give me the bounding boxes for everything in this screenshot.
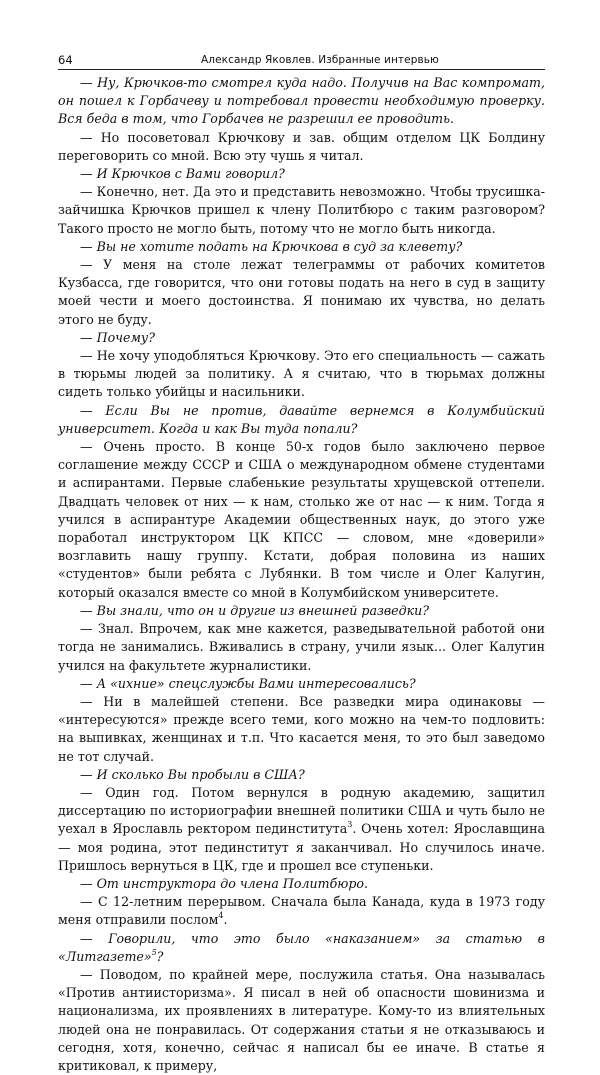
question-paragraph: — Почему? xyxy=(80,329,155,345)
answer-paragraph: — Не хочу уподобляться Крючкову. Это его специальность — сажать в тюрьмы людей за политику. А я считаю, что в тюрьмах должны сидеть только убийцы и насильники. xyxy=(58,348,545,400)
answer-paragraph: — Знал. Впрочем, как мне кажется, разведывательной работой они тогда не занимались. Вживались в страну, учили язык... Олег Калугин учился на факультете журналистики. xyxy=(58,621,545,673)
question-paragraph: — Говорили, что это было «наказанием» за статью в «Литгазете»$^5$? xyxy=(58,930,545,964)
answer-paragraph: — Но посоветовал Крючкову и зав. общим отделом ЦК Болдину переговорить со мной. Всю эту чушь я читал. xyxy=(58,129,545,163)
question-paragraph: — Вы не хотите подать на Крючкова в суд за клевету? xyxy=(80,238,463,254)
question-paragraph: — Ну, Крючков-то смотрел куда надо. Получив на Вас компромат, он пошел к Горбачеву и потребовал провести необходимую проверку. Вся беда в том, что Горбачев не разрешил ее проводить. xyxy=(58,75,545,127)
footnote-ref: 5 xyxy=(151,947,157,957)
answer-paragraph: — Поводом, по крайней мере, послужила статья. Она называлась «Против антиисторизма». Я писал в ней об опасности шовинизма и национализма, их проявлениях в литературе. Кому-то из влиятельных людей она не понравилась. От содержания статьи я не отказываюсь и сегодня, хотя, конечно, сейчас я написал бы ее иначе. В статье я критиковал, к примеру, xyxy=(58,966,545,1073)
question-paragraph: — Вы знали, что он и другие из внешней разведки? xyxy=(80,602,429,618)
interview-text xyxy=(58,74,545,1075)
footnote-ref: 4 xyxy=(218,911,224,921)
answer-paragraph: — С 12-летним перерывом. Сначала была Канада, куда в 1973 году меня отправили послом$^4$. xyxy=(58,894,545,928)
answer-paragraph: — У меня на столе лежат телеграммы от рабочих комитетов Кузбасса, где говорится, что они готовы подать на него в суд в защиту моей чести и моего достоинства. Я понимаю их чувства, но делать этого не буду. xyxy=(58,257,545,327)
question-paragraph: — От инструктора до члена Политбюро. xyxy=(80,875,368,891)
answer-paragraph: — Один год. Потом вернулся в родную академию, защитил диссертацию по историографии внешней политики США и чуть было не уехал в Ярославль ректором пединститута$^3$. Очень хотел: Ярославщина — моя родина, этот пединститут я заканчивал. Но случилось иначе. Пришлось вернуться в ЦК, где и прошел все ступеньки. xyxy=(58,784,545,873)
answer-paragraph: — Конечно, нет. Да это и представить невозможно. Чтобы трусишка-зайчишка Крючков пришел к члену Политбюро с таким разговором? Такого просто не могло быть, потому что не могло быть никогда. xyxy=(58,184,545,236)
running-header xyxy=(58,51,545,68)
question-paragraph: — И Крючков с Вами говорил? xyxy=(80,166,285,182)
question-paragraph: — Если Вы не против, давайте вернемся в Колумбийский университет. Когда и как Вы туда попали? xyxy=(58,402,545,436)
question-paragraph: — А «ихние» спецслужбы Вами интересовались? xyxy=(80,675,416,691)
answer-paragraph: — Ни в малейшей степени. Все разведки мира одинаковы — «интересуются» прежде всего теми, кого можно на чем-то подловить: на выпивках, женщинах и т.п. Что касается меня, то это был заведомо не тот случай. xyxy=(58,693,545,764)
question-paragraph: — И сколько Вы пробыли в США? xyxy=(80,766,305,782)
answer-paragraph: — Очень просто. В конце 50-х годов было заключено первое соглашение между СССР и США о международном обмене студентами и аспирантами. Первые слабенькие результаты хрущевской оттепели. Двадцать человек от них — к нам, столько же от нас — к ним. Тогда я учился в аспирантуре Академии общественных наук, до этого уже поработал инструктором ЦК КПСС — словом, мне «доверили» возглавить нашу группу. Кстати, добрая половина из наших «студентов» были ребята с Лубянки. В том числе и Олег Калугин, который оказался вместе со мной в Колумбийском университете. xyxy=(58,439,545,600)
page-number: 64 xyxy=(58,53,73,67)
header-rule xyxy=(58,69,545,70)
footnote-ref: 3 xyxy=(347,820,353,830)
running-title: Александр Яковлев. Избранные интервью xyxy=(201,54,439,66)
